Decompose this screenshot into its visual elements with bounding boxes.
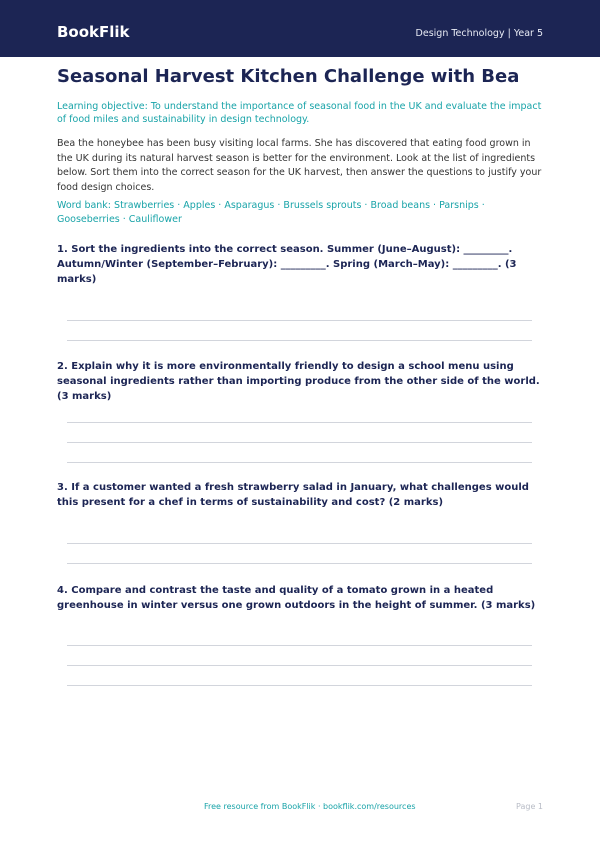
question-4: 4. Compare and contrast the taste and quality of a tomato grown in a heated greenhouse in winter versus one grown outdoors in the height of summer. (3 marks) [57,585,536,611]
brand-logo: BookFlik [57,23,130,41]
learning-objective: Learning objective: To understand the importance of seasonal food in the UK and evaluate the impact of food miles and sustainability in design technology. [57,101,542,125]
intro-paragraph: Bea the honeybee has been busy visiting local farms. She has discovered that eating food grown in the UK during its natural harvest season is better for the environment. Look at the list of ingredients below. Sort them into the correct season for the UK harvest, then answer the questions to justify your food design choices. [57,138,542,193]
page-footer [0,802,600,816]
subject-year-label: Design Technology | Year 5 [415,28,543,39]
answer-line[interactable] [67,320,532,321]
page-header [0,0,600,57]
answer-line[interactable] [67,543,532,544]
answer-line[interactable] [67,645,532,646]
answer-line[interactable] [67,563,532,564]
answer-line[interactable] [67,442,532,443]
question-3: 3. If a customer wanted a fresh strawberry salad in January, what challenges would this present for a chef in terms of sustainability and cost? (2 marks) [57,482,529,508]
answer-line[interactable] [67,462,532,463]
question-1: 1. Sort the ingredients into the correct season. Summer (June–August): _________. Autumn/Winter (September–February): _________. Spring (March–May): _________. (3 marks) [57,244,517,285]
answer-line[interactable] [67,340,532,341]
answer-line[interactable] [67,665,532,666]
word-bank: Word bank: Strawberries · Apples · Asparagus · Brussels sprouts · Broad beans · Parsnips · Gooseberries · Cauliflower [57,200,485,225]
question-2: 2. Explain why it is more environmentally friendly to design a school menu using seasonal ingredients rather than importing produce from the other side of the world. (3 marks) [57,361,540,402]
footer-resource-link[interactable]: Free resource from BookFlik · bookflik.com/resources [204,802,416,811]
answer-line[interactable] [67,685,532,686]
page-title: Seasonal Harvest Kitchen Challenge with Bea [57,66,520,87]
answer-line[interactable] [67,422,532,423]
page-number: Page 1 [516,802,543,811]
